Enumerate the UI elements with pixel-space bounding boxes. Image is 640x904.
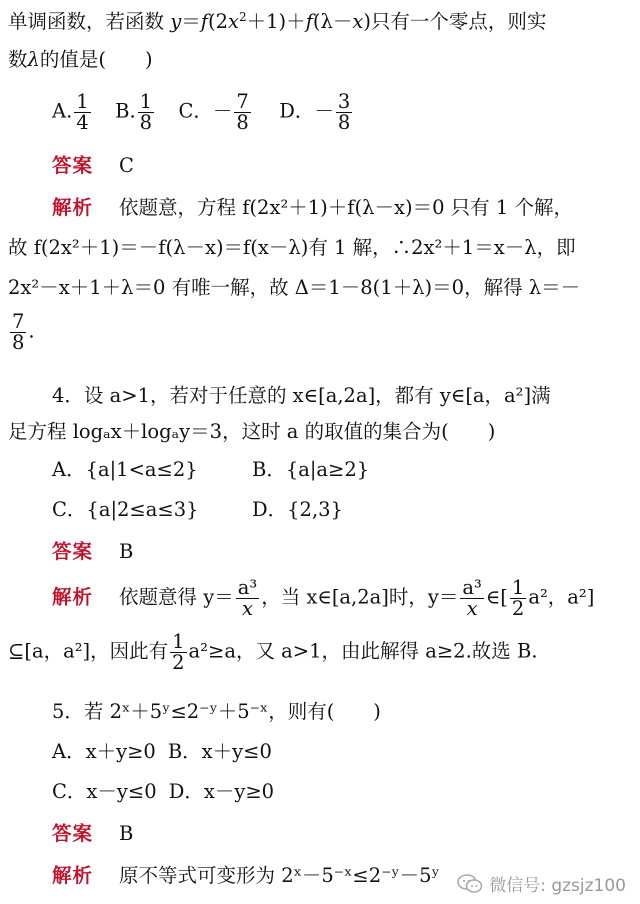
q5-analysis-line1: 解析 原不等式可变形为 2ˣ－5⁻ˣ≤2⁻ʸ－5ʸ [52, 864, 440, 887]
q5-options-row2: C．x－y≤0 D．x－y≥0 [52, 780, 275, 803]
analysis-label: 解析 [52, 196, 94, 219]
q4-analysis-line1: 解析 依题意得 y＝ $\frac{\text{a³}}{x}$ ，当 x∈[a,2a]时，y＝ $\frac{\text{a³}}{x}$ ∈[ $\frac{1}{2}$ a²，a²] [52, 576, 595, 620]
q3-opt-d-fraction: $\frac{3}{8}$ [337, 90, 351, 134]
q3-options: A. $\frac{1}{4}$ B. $\frac{1}{8}$ C．－ $\frac{7}{8}$ D．－ $\frac{3}{8}$ [52, 90, 351, 134]
q3-opt-c-fraction: $\frac{7}{8}$ [236, 90, 249, 134]
q4-stem-line2: 足方程 logₐx＋logₐy＝3，这时 a 的取值的集合为( ) [8, 420, 496, 443]
q4-frac-a3-over-x-2: $\frac{\text{a³}}{x}$ [462, 576, 482, 620]
q4-stem-line1: 4．设 a>1，若对于任意的 x∈[a,2a]，都有 y∈[a，a²]满 [52, 384, 551, 407]
analysis-label: 解析 [52, 864, 94, 887]
q4-options-row1: A．{a|1<a≤2} B．{a|a≥2} [52, 458, 370, 481]
q3-stem-line1: 单调函数，若函数 $y=f(2x^2+1)+f(\lambda-x)$只有一个零点，则实 [8, 10, 547, 33]
q4-frac-a3-over-x: $\frac{\text{a³}}{x}$ [237, 576, 258, 620]
q3-opt-b-fraction: $\frac{1}{8}$ [139, 90, 153, 134]
wechat-icon [457, 874, 483, 894]
q5-options-row1: A．x＋y≥0 B．x＋y≤0 [52, 740, 272, 763]
q4-frac-half-2: $\frac{1}{2}$ [172, 630, 185, 674]
answer-label: 答案 [52, 540, 94, 563]
q5-answer: 答案 B [52, 822, 134, 845]
q4-options-row2: C．{a|2≤a≤3} D．{2,3} [52, 498, 343, 521]
q3-analysis-line3: 2x²－x＋1＋λ＝0 有唯一解，故 Δ＝1－8(1＋λ)＝0，解得 λ＝－ [8, 276, 581, 299]
q4-analysis-line2: ⊆[a，a²]，因此有 $\frac{1}{2}$ a²≥a，又 a>1，由此解得 a≥2.故选 B. [8, 630, 538, 674]
q3-analysis-line4: $\frac{7}{8}$ . [12, 310, 35, 354]
watermark-text: 微信号: gzsjz100 [489, 876, 626, 896]
answer-label: 答案 [52, 822, 94, 845]
q4-answer: 答案 B [52, 540, 134, 563]
wechat-watermark [453, 869, 630, 898]
q3-analysis-line2: 故 f(2x²＋1)＝－f(λ－x)＝f(x－λ)有 1 解，∴2x²＋1＝x－λ，即 [8, 236, 576, 259]
q3-answer: 答案 C [52, 154, 134, 177]
analysis-label: 解析 [52, 585, 94, 609]
q3-stem-line2: 数λ的值是( ) [8, 48, 153, 71]
answer-label: 答案 [52, 154, 94, 177]
q3-opt-a-fraction: $\frac{1}{4}$ [76, 90, 89, 134]
q3-result-fraction: $\frac{7}{8}$ [12, 310, 25, 354]
q5-stem: 5．若 2ˣ＋5ʸ≤2⁻ʸ＋5⁻ˣ，则有( ) [52, 700, 381, 723]
q3-analysis-line1: 解析 依题意，方程 f(2x²＋1)＋f(λ－x)＝0 只有 1 个解， [52, 196, 573, 219]
q4-frac-half: $\frac{1}{2}$ [511, 576, 525, 620]
